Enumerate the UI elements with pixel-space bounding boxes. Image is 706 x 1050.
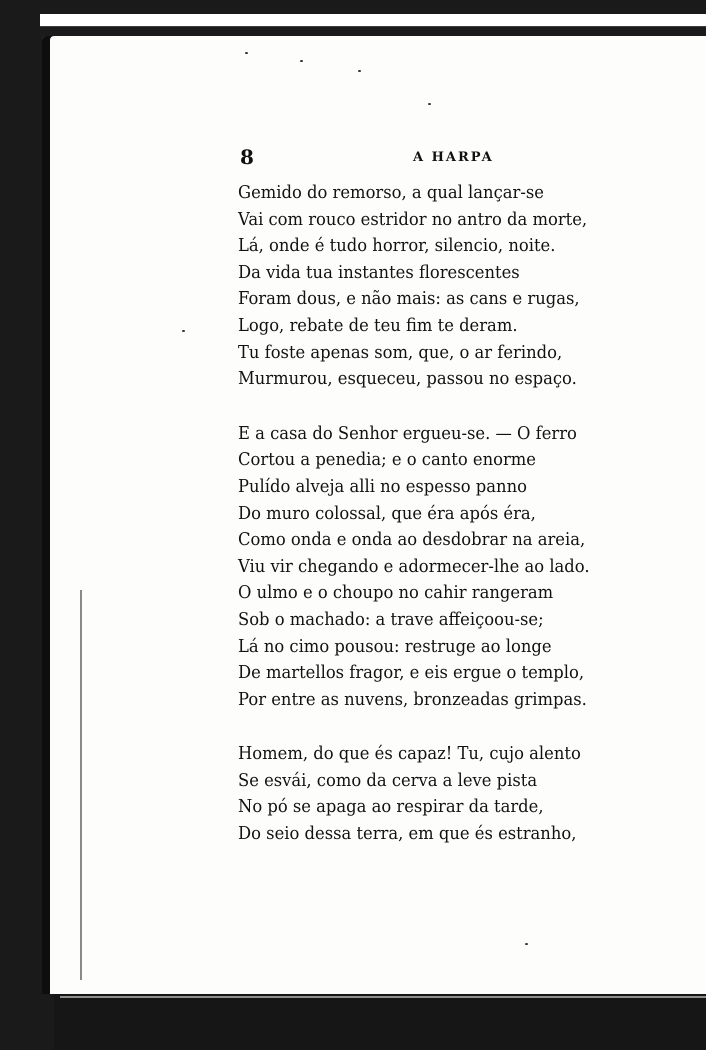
- verse-line: Lá, onde é tudo horror, silencio, noite.: [238, 236, 556, 257]
- verse-line: Se esvái, como da cerva a leve pista: [238, 770, 538, 791]
- print-speck: [358, 70, 361, 72]
- verse-line: Logo, rebate de teu fim te deram.: [238, 315, 518, 336]
- stanza: [238, 741, 591, 847]
- verse-line: Cortou a penedia; e o canto enorme: [238, 450, 536, 471]
- verse-line: Viu vir chegando e adormecer-lhe ao lado.: [238, 556, 590, 577]
- verse-line: De martellos fragor, e eis ergue o templo,: [238, 663, 585, 684]
- stanza: [238, 421, 591, 714]
- verse-line: Tu foste apenas som, que, o ar ferindo,: [238, 342, 563, 363]
- verse-line: Lá no cimo pousou: restruge ao longe: [238, 636, 552, 657]
- verse-line: Gemido do remorso, a qual lançar-se: [238, 183, 544, 203]
- stanza: [238, 180, 591, 393]
- verse-line: Da vida tua instantes florescentes: [238, 262, 520, 283]
- page-number: 8: [240, 145, 254, 169]
- print-speck: [300, 60, 303, 62]
- print-speck: [428, 103, 431, 105]
- print-speck: [525, 943, 528, 945]
- verse-line: Pulído alveja alli no espesso panno: [238, 476, 527, 497]
- verse-line: Por entre as nuvens, bronzeadas grimpas.: [238, 689, 587, 710]
- verse-line: No pó se apaga ao respirar da tarde,: [238, 797, 544, 818]
- verse-line: Do seio dessa terra, em que és estranho,: [238, 824, 577, 845]
- print-speck: [245, 52, 248, 54]
- print-speck: [182, 330, 185, 332]
- verse-line: Foram dous, e não mais: as cans e rugas,: [238, 289, 580, 310]
- page-bottom-edge: [54, 994, 706, 1050]
- verse-line: Do muro colossal, que éra após éra,: [238, 503, 536, 524]
- poem-text: [238, 180, 591, 848]
- verse-line: Homem, do que és capaz! Tu, cujo alento: [238, 744, 581, 765]
- verse-line: O ulmo e o choupo no cahir rangeram: [238, 583, 554, 604]
- page-header: [240, 145, 500, 169]
- verse-line: Como onda e onda ao desdobrar na areia,: [238, 530, 586, 551]
- bottom-rule: [60, 996, 706, 998]
- verse-line: Murmurou, esqueceu, passou no espaço.: [238, 369, 577, 390]
- page-top-edge: [40, 14, 706, 36]
- running-title: A HARPA: [413, 150, 494, 165]
- verse-line: E a casa do Senhor ergueu-se. — O ferro: [238, 423, 577, 444]
- verse-line: Vai com rouco estridor no antro da morte,: [238, 209, 588, 230]
- verse-line: Sob o machado: a trave affeiçoou-se;: [238, 609, 544, 630]
- gutter-shadow: [80, 590, 82, 980]
